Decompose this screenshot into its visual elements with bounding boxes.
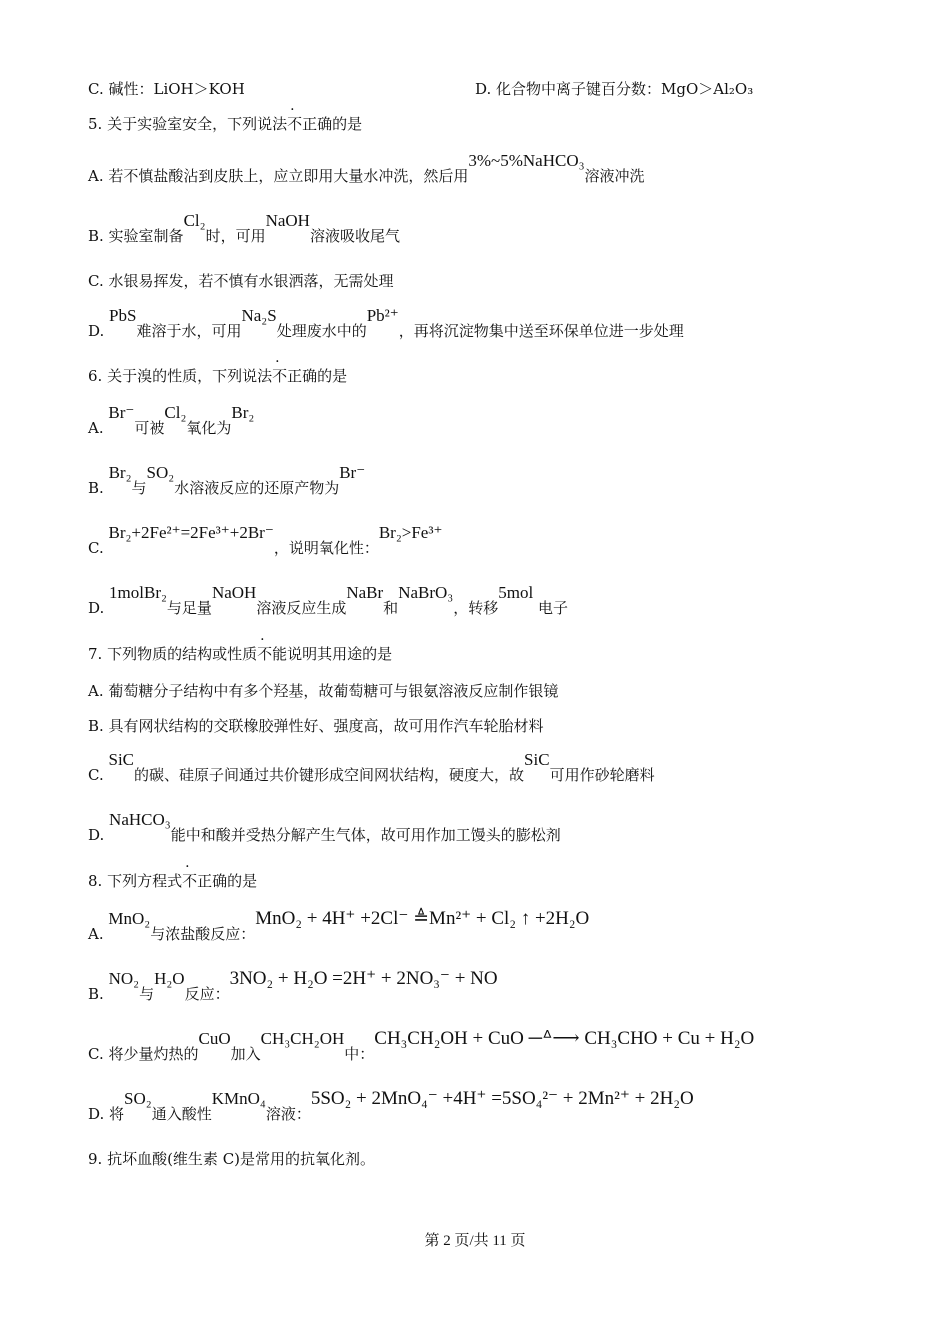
q6-option-d: D. 1molBr₂与足量NaOH溶液反应生成NaBr和NaBrO₃，转移5mol 电子 [88,583,568,617]
q6-option-a: A. Br⁻可被Cl₂氧化为Br₂ [88,403,255,437]
q6-stem: 6. 关于溴的性质，下列说法不正确的是 [88,367,348,385]
q5-option-d: D. PbS难溶于水，可用Na₂S处理废水中的Pb²⁺，再将沉淀物集中送至环保单位进一步处理 [88,306,684,340]
q6-option-b: B. Br₂与SO₂水溶液反应的还原产物为Br⁻ [88,463,366,497]
q8-option-b: B. NO₂与H₂O反应：3NO₂ + H₂O =2H⁺ + 2NO₃⁻ + NO [88,968,498,1003]
q8-option-c: C. 将少量灼热的CuO加入CH₃CH₂OH中：CH₃CH₂OH + CuO ─ᐞ⟶ CH₃CHO + Cu + H₂O [88,1028,755,1063]
q7-option-d: D. NaHCO₃能中和酸并受热分解产生气体，故可用作加工馒头的膨松剂 [88,810,561,844]
q7-option-a: A. 葡萄糖分子结构中有多个羟基，故葡萄糖可与银氨溶液反应制作银镜 [88,682,559,700]
page-footer: 第 2 页/共 11 页 [424,1233,526,1249]
q4-option-d: D. 化合物中离子键百分数：MgO＞Al₂O₃ [475,80,754,98]
q5-option-b: B. 实验室制备Cl₂时，可用NaOH溶液吸收尾气 [88,211,400,245]
q8-option-d: D. 将SO₂通入酸性KMnO₄溶液：5SO₂ + 2MnO₄⁻ +4H⁺ =5SO₄²⁻ + 2Mn²⁺ + 2H₂O [88,1088,694,1123]
q5-stem: 5. 关于实验室安全，下列说法不正确的是 [88,115,363,133]
q8-option-a: A. MnO₂与浓盐酸反应：MnO₂ + 4H⁺ +2Cl⁻ ≜Mn²⁺ + Cl₂ ↑ +2H₂O [88,908,590,943]
q6-option-c: C. Br₂+2Fe²⁺=2Fe³⁺+2Br⁻，说明氧化性：Br₂>Fe³⁺ [88,523,443,557]
q8-stem: 8. 下列方程式不正确的是 [88,872,258,890]
q7-option-b: B. 具有网状结构的交联橡胶弹性好、强度高，故可用作汽车轮胎材料 [88,717,544,735]
q7-stem: 7. 下列物质的结构或性质不能说明其用途的是 [88,645,393,663]
q4-option-c: C. 碱性：LiOH＞KOH [88,80,245,98]
q5-option-c: C. 水银易挥发，若不慎有水银洒落，无需处理 [88,272,394,290]
q7-option-c: C. SiC的碳、硅原子间通过共价键形成空间网状结构，硬度大，故SiC可用作砂轮磨料 [88,750,655,784]
q5-option-a: A. 若不慎盐酸沾到皮肤上，应立即用大量水冲洗，然后用3%~5%NaHCO₃溶液冲洗 [88,151,645,185]
q9-stem: 9. 抗坏血酸(维生素 C)是常用的抗氧化剂。 [88,1150,376,1168]
